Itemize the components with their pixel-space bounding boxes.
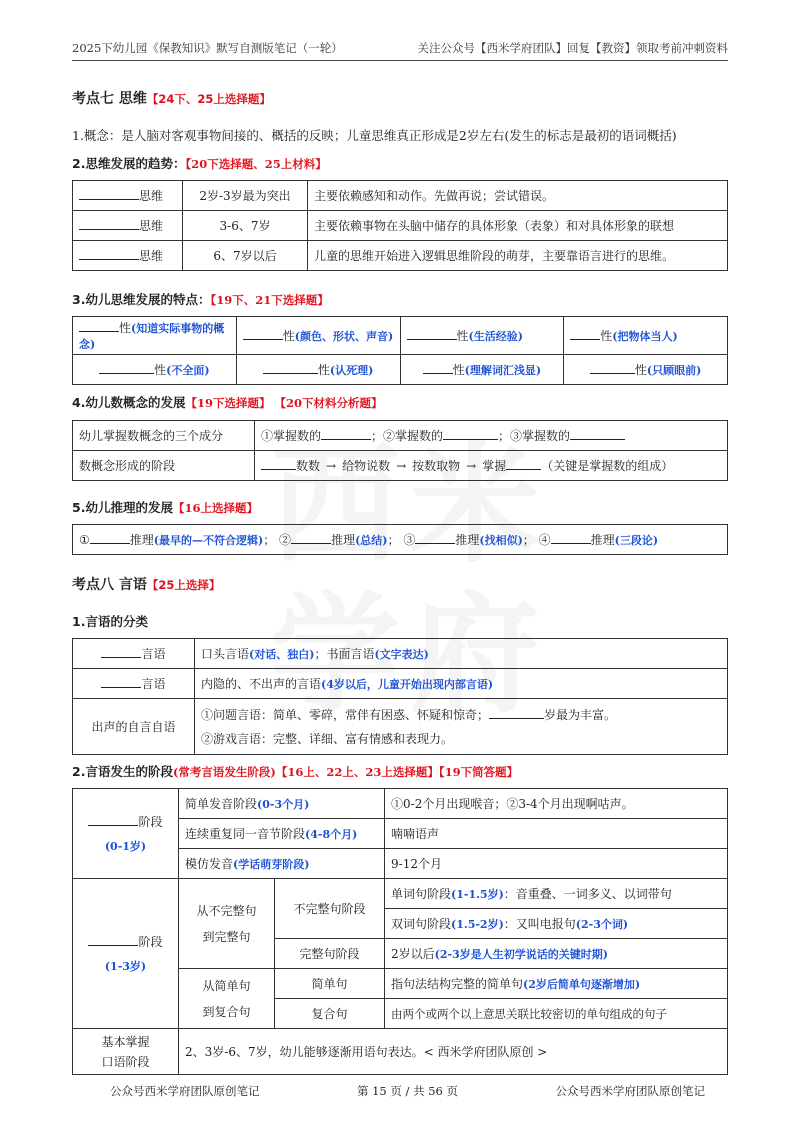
header-divider xyxy=(72,60,728,61)
stage-master: 掌握 xyxy=(482,459,507,473)
reason-hint: (三段论) xyxy=(614,534,659,547)
stage-take: 按数取物 xyxy=(412,459,461,473)
class-desc-cell xyxy=(195,699,728,755)
trend-desc-cell: 主要依赖事物在头脑中储存的具体形象（表象）和对具体形象的联想 xyxy=(308,211,728,241)
class-label: 言语 xyxy=(141,677,166,691)
table-row xyxy=(73,525,728,555)
stage-tag: 【16上、22上、23上选择题】【19下简答题】 xyxy=(275,765,519,779)
fill-blank xyxy=(88,814,138,826)
fill-blank xyxy=(321,428,371,440)
stage-count: 数数 xyxy=(296,459,321,473)
table-row xyxy=(73,789,728,819)
reason-num: ② xyxy=(279,533,292,547)
trend-type: 思维 xyxy=(139,249,164,263)
footer-left: 公众号西米学府团队原创笔记 xyxy=(110,1084,260,1098)
number-row-label: 数概念形成的阶段 xyxy=(73,451,255,481)
thinking-trend-table xyxy=(72,180,728,271)
number-tag-2: 【20下材料分析题】 xyxy=(274,396,383,410)
feature-hint: (把物体当人) xyxy=(612,330,678,343)
problem-speech-age: 岁最为丰富。 xyxy=(544,707,617,722)
table-row xyxy=(73,639,728,669)
fill-blank xyxy=(79,218,139,230)
number-heading-text: 4.幼儿数概念的发展 xyxy=(72,395,186,410)
separator: ； xyxy=(263,533,276,547)
table-row xyxy=(73,669,728,699)
feature-suffix: 性 xyxy=(119,321,132,335)
single-word-label: 单词句阶段 xyxy=(391,887,452,901)
group-label-line1: 从不完整句 xyxy=(196,903,257,918)
substage-hint: (4-8个月) xyxy=(305,828,358,841)
section-tag: 【24下、25上选择题】 xyxy=(146,92,271,106)
table-row xyxy=(73,451,728,481)
feature-hint: (知道实际事物的概念) xyxy=(79,322,225,351)
problem-speech xyxy=(201,703,721,727)
reason-num: ④ xyxy=(538,533,551,547)
section-tag: 【25上选择】 xyxy=(146,578,221,592)
substage-name-cell xyxy=(179,789,385,819)
written-language: ；书面言语 xyxy=(314,647,375,661)
section-title-text: 考点七 思维 xyxy=(72,91,147,107)
feature-cell xyxy=(400,317,564,355)
arrow-icon: → xyxy=(326,459,337,473)
reason-hint: (最早的—不符合逻辑) xyxy=(153,534,264,547)
problem-speech-text: ①问题言语：简单、零碎，常伴有困惑、怀疑和惊奇； xyxy=(201,707,490,722)
features-heading xyxy=(72,290,329,308)
section-title-language xyxy=(72,574,220,594)
single-word-cell xyxy=(385,879,728,909)
language-class-heading xyxy=(72,612,148,630)
number-row-content xyxy=(255,421,728,451)
substage-hint: (0-3个月) xyxy=(257,798,310,811)
oral-language: 口头言语 xyxy=(201,647,250,661)
trend-age-cell: 6、7岁以后 xyxy=(183,241,308,271)
trend-age-cell: 3-6、7岁 xyxy=(183,211,308,241)
group-label-line2: 到完整句 xyxy=(202,929,251,944)
feature-cell xyxy=(236,317,400,355)
trend-desc-cell: 儿童的思维开始进入逻辑思维阶段的萌芽，主要靠语言进行的思维。 xyxy=(308,241,728,271)
table-row xyxy=(73,879,728,909)
written-hint: (文字表达) xyxy=(374,648,429,661)
reasoning-tag: 【16上选择题】 xyxy=(172,501,258,515)
number-row-label: 幼儿掌握数概念的三个成分 xyxy=(73,421,255,451)
trend-type: 思维 xyxy=(139,219,164,233)
fill-blank xyxy=(261,458,296,470)
feature-suffix: 性 xyxy=(282,329,295,343)
feature-suffix: 性 xyxy=(154,363,167,377)
reasoning-heading-text: 5.幼儿推理的发展 xyxy=(72,500,173,515)
stage-basic-oral-cell xyxy=(73,1029,179,1075)
fill-blank xyxy=(590,362,635,374)
page-footer xyxy=(110,1083,705,1099)
features-tag: 【19下、21下选择题】 xyxy=(210,293,329,307)
fill-blank xyxy=(570,328,600,340)
simple-sentence-cell: 简单句 xyxy=(275,969,385,999)
fill-blank xyxy=(79,188,139,200)
substage-name: 连续重复同一音节阶段 xyxy=(185,827,306,841)
trend-type-cell xyxy=(73,211,183,241)
trend-desc-cell: 主要依赖感知和动作。先做再说；尝试错误。 xyxy=(308,181,728,211)
group-incomplete-to-complete xyxy=(179,879,275,969)
number-row-content xyxy=(255,451,728,481)
substage-hint: (学话萌芽阶段) xyxy=(233,858,310,871)
language-stage-heading xyxy=(72,762,518,780)
substage-desc-cell: 喃喃语声 xyxy=(385,819,728,849)
substage-name: 简单发音阶段 xyxy=(185,797,258,811)
feature-suffix: 性 xyxy=(452,363,465,377)
reason-word: 推理 xyxy=(590,533,615,547)
reason-num: ③ xyxy=(403,533,416,547)
oral-hint: (对话、独白) xyxy=(249,648,315,661)
features-heading-text: 3.幼儿思维发展的特点： xyxy=(72,292,211,307)
feature-cell xyxy=(564,317,728,355)
fill-blank xyxy=(291,532,331,544)
fill-blank xyxy=(79,248,139,260)
fill-blank xyxy=(90,532,130,544)
feature-cell xyxy=(236,355,400,385)
feature-hint: (颜色、形状、声音) xyxy=(294,330,394,343)
class-label-cell xyxy=(73,669,195,699)
simple-desc: 指句法结构完整的简单句 xyxy=(391,977,524,991)
group-label-line2: 到复合句 xyxy=(202,1004,251,1019)
stage-linguistic-cell xyxy=(73,879,179,1029)
arrow-icon: → xyxy=(466,459,477,473)
table-row xyxy=(73,241,728,271)
stage-age-hint: (1-3岁) xyxy=(104,960,147,973)
header-left: 2025下幼儿园《保教知识》默写自测版笔记（一轮） xyxy=(72,41,343,55)
number-concept-heading xyxy=(72,393,382,411)
reason-word: 推理 xyxy=(129,533,154,547)
complete-stage-cell: 完整句阶段 xyxy=(275,939,385,969)
feature-hint: (不全面) xyxy=(166,364,210,377)
fill-blank xyxy=(415,532,455,544)
language-stage-table xyxy=(72,788,728,1075)
group-label-line1: 从简单句 xyxy=(202,978,251,993)
feature-cell xyxy=(400,355,564,385)
inner-hint: (4岁以后，儿童开始出现内部言语) xyxy=(321,678,494,691)
double-word-desc: ：又叫电报句 xyxy=(503,917,576,931)
reason-word: 推理 xyxy=(331,533,356,547)
arrow-icon: → xyxy=(396,459,407,473)
header-right: 关注公众号【西米学府团队】回复【教资】领取考前冲刺资料 xyxy=(417,41,728,55)
reason-num: ① xyxy=(79,533,90,547)
feature-cell xyxy=(73,355,237,385)
fill-blank xyxy=(79,320,119,332)
trend-heading-text: 2.思维发展的趋势： xyxy=(72,156,186,171)
complete-desc: 2岁以后 xyxy=(391,947,435,961)
fill-blank xyxy=(263,362,318,374)
stage-label: 阶段 xyxy=(138,815,163,829)
fill-blank xyxy=(407,328,457,340)
reason-hint: (找相似) xyxy=(479,534,523,547)
feature-suffix: 性 xyxy=(456,329,469,343)
fill-blank xyxy=(570,428,625,440)
substage-name-cell xyxy=(179,849,385,879)
trend-type-cell xyxy=(73,241,183,271)
table-row xyxy=(73,211,728,241)
number-tag-1: 【19下选择题】 xyxy=(185,396,271,410)
feature-suffix: 性 xyxy=(634,363,647,377)
component-2: ；②掌握数的 xyxy=(371,429,444,443)
fill-blank xyxy=(506,458,541,470)
feature-hint: (认死理) xyxy=(329,364,374,377)
table-row xyxy=(73,355,728,385)
feature-cell xyxy=(564,355,728,385)
game-speech: ②游戏言语：完整、详细、富有情感和表现力。 xyxy=(201,731,454,746)
section-title-text: 考点八 言语 xyxy=(72,577,147,593)
feature-hint: (只顾眼前) xyxy=(646,364,702,377)
table-row xyxy=(73,1029,728,1075)
reasoning-cell xyxy=(73,525,728,555)
group-simple-to-compound xyxy=(179,969,275,1029)
class-label-cell: 出声的自言自语 xyxy=(73,699,195,755)
feature-suffix: 性 xyxy=(317,363,330,377)
reasoning-heading xyxy=(72,498,258,516)
double-word-hint-2: (2-3个词) xyxy=(575,918,629,931)
fill-blank xyxy=(423,362,453,374)
substage-desc-cell: 9-12个月 xyxy=(385,849,728,879)
section-title-thinking xyxy=(72,88,271,108)
basic-label-line1: 基本掌握 xyxy=(101,1034,150,1049)
trend-type: 思维 xyxy=(139,189,164,203)
trend-heading xyxy=(72,154,327,172)
trend-tag: 【20下选择题、25上材料】 xyxy=(185,157,327,171)
class-desc-cell xyxy=(195,639,728,669)
stage-hint: (常考言语发生阶段) xyxy=(172,765,276,779)
double-word-cell xyxy=(385,909,728,939)
single-word-desc: ：音重叠、一词多义、以词带句 xyxy=(503,887,672,901)
double-word-label: 双词句阶段 xyxy=(391,917,452,931)
fill-blank xyxy=(101,646,141,658)
trend-age-cell: 2岁-3岁最为突出 xyxy=(183,181,308,211)
class-label: 言语 xyxy=(141,647,166,661)
basic-oral-desc-cell: 2、3岁-6、7岁，幼儿能够逐渐用语句表达。< 西米学府团队原创 > xyxy=(179,1029,728,1075)
fill-blank xyxy=(489,707,544,719)
trend-type-cell xyxy=(73,181,183,211)
table-row xyxy=(73,181,728,211)
fill-blank xyxy=(443,428,498,440)
footer-right: 公众号西米学府团队原创笔记 xyxy=(555,1084,705,1098)
substage-name: 模仿发音 xyxy=(185,857,234,871)
class-desc-cell xyxy=(195,669,728,699)
concept-paragraph: 1.概念：是人脑对客观事物间接的、概括的反映；儿童思维真正形成是2岁左右(发生的标志是最初的语词概括) xyxy=(72,128,677,143)
feature-suffix: 性 xyxy=(600,329,613,343)
basic-label-line2: 口语阶段 xyxy=(101,1054,150,1069)
reason-word: 推理 xyxy=(455,533,480,547)
table-row xyxy=(73,317,728,355)
fill-blank xyxy=(99,362,154,374)
feature-cell xyxy=(73,317,237,355)
fill-blank xyxy=(551,532,591,544)
class-heading-text: 1.言语的分类 xyxy=(72,614,148,629)
page-number: 第 15 页 / 共 56 页 xyxy=(356,1084,459,1098)
separator: ； xyxy=(522,533,535,547)
substage-name-cell xyxy=(179,819,385,849)
table-row xyxy=(73,421,728,451)
component-3: ；③掌握数的 xyxy=(498,429,571,443)
stage-age-hint: (0-1岁) xyxy=(104,840,147,853)
page-header xyxy=(72,40,728,58)
class-label-cell xyxy=(73,639,195,669)
reasoning-table xyxy=(72,524,728,555)
single-word-hint: (1-1.5岁) xyxy=(451,888,504,901)
feature-hint: (生活经验) xyxy=(468,330,523,343)
stage-prelinguistic-cell xyxy=(73,789,179,879)
stage-say: 给物说数 xyxy=(342,459,391,473)
language-class-table xyxy=(72,638,728,755)
inner-language: 内隐的、不出声的言语 xyxy=(201,677,322,691)
number-concept-table xyxy=(72,420,728,481)
compound-sentence-cell: 复合句 xyxy=(275,999,385,1029)
component-1: ①掌握数的 xyxy=(261,429,322,443)
separator: ； xyxy=(387,533,400,547)
incomplete-stage-cell: 不完整句阶段 xyxy=(275,879,385,939)
stage-heading-text: 2.言语发生的阶段 xyxy=(72,764,173,779)
feature-hint: (理解词汇浅显) xyxy=(464,364,542,377)
double-word-hint: (1.5-2岁) xyxy=(451,918,504,931)
reason-hint: (总结) xyxy=(355,534,388,547)
fill-blank xyxy=(101,676,141,688)
complete-desc-cell xyxy=(385,939,728,969)
simple-hint: (2岁后简单句逐渐增加) xyxy=(523,978,641,991)
substage-desc-cell: ①0-2个月出现喉音；②3-4个月出现啊咕声。 xyxy=(385,789,728,819)
stage-note: （关键是掌握数的组成） xyxy=(541,459,674,473)
fill-blank xyxy=(88,934,138,946)
stage-label: 阶段 xyxy=(138,935,163,949)
table-row xyxy=(73,699,728,755)
thinking-features-table xyxy=(72,316,728,385)
simple-desc-cell xyxy=(385,969,728,999)
fill-blank xyxy=(243,328,283,340)
complete-hint: (2-3岁是人生初学说话的关键时期) xyxy=(434,948,608,961)
compound-desc-cell: 由两个或两个以上意思关联比较密切的单句组成的句子 xyxy=(385,999,728,1029)
